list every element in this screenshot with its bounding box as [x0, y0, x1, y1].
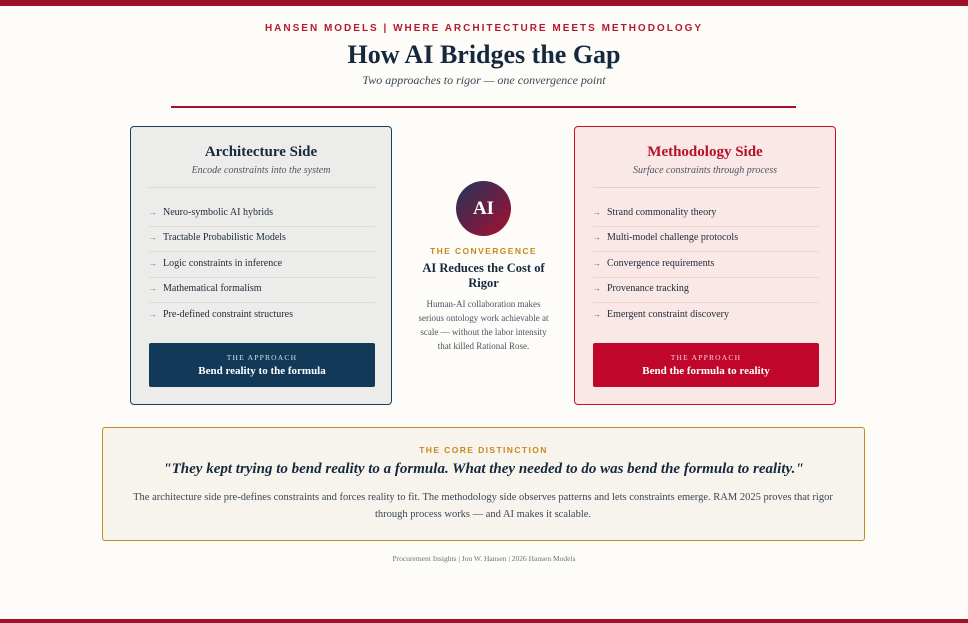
arrow-right-icon: → [593, 310, 601, 320]
methodology-panel [574, 126, 836, 405]
bottom-accent-bar [0, 619, 968, 623]
arrow-right-icon: → [149, 284, 157, 294]
arrow-right-icon: → [149, 258, 157, 268]
list-item [593, 278, 819, 304]
convergence-title: AI Reduces the Cost of Rigor [422, 261, 545, 290]
list-item-label: Neuro-symbolic AI hybrids [163, 206, 273, 218]
top-accent-bar [0, 0, 968, 6]
arrow-right-icon: → [593, 233, 601, 243]
list-item-label: Pre-defined constraint structures [163, 309, 293, 321]
header-divider [171, 106, 796, 108]
methodology-subtitle: Surface constraints through process [633, 165, 777, 176]
architecture-panel [130, 126, 392, 405]
footer-credit: Procurement Insights | Jon W. Hansen | 2026 Hansen Models [392, 554, 576, 563]
list-item [149, 201, 375, 227]
approach-label: THE APPROACH [670, 353, 742, 362]
approach-text: Bend reality to the formula [198, 365, 326, 377]
arrow-right-icon: → [593, 207, 601, 217]
list-item-label: Multi-model challenge protocols [607, 232, 739, 244]
arrow-right-icon: → [149, 310, 157, 320]
architecture-list [149, 201, 375, 329]
page-subtitle: Two approaches to rigor — one convergence point [362, 73, 606, 87]
arrow-right-icon: → [149, 233, 157, 243]
list-item-label: Emergent constraint discovery [607, 309, 730, 321]
list-item-label: Provenance tracking [607, 283, 689, 295]
page-title: How AI Bridges the Gap [347, 40, 621, 69]
arrow-right-icon: → [593, 258, 601, 268]
list-item [149, 303, 375, 329]
approach-text: Bend the formula to reality [642, 365, 770, 377]
list-item-label: Strand commonality theory [607, 206, 717, 218]
core-body: The architecture side pre-defines constraints and forces reality to fit. The methodology side observes patterns and lets constraints emerge. RAM 2025 proves that rigor through process works — and AI makes it scalable. [133, 492, 833, 520]
list-item-label: Mathematical formalism [163, 283, 262, 295]
list-item [149, 227, 375, 253]
methodology-title: Methodology Side [647, 144, 763, 160]
list-item [593, 252, 819, 278]
methodology-approach-box [593, 343, 819, 387]
list-item-label: Logic constraints in inference [163, 257, 283, 269]
panel-divider [149, 187, 375, 188]
ai-badge: AI [456, 181, 511, 236]
brand-eyebrow: HANSEN MODELS | WHERE ARCHITECTURE MEETS METHODOLOGY [264, 23, 704, 34]
core-quote: "They kept trying to bend reality to a formula. What they needed to do was bend the formula to reality." [163, 461, 804, 477]
core-distinction-box [102, 427, 865, 541]
architecture-title: Architecture Side [204, 144, 318, 160]
list-item [593, 227, 819, 253]
architecture-approach-box [149, 343, 375, 387]
convergence-description: Human-AI collaboration makes serious ontology work achievable at scale — without the labor intensity that killed Rational Rose. [418, 299, 549, 351]
list-item [149, 278, 375, 304]
approach-label: THE APPROACH [226, 353, 298, 362]
arrow-right-icon: → [149, 207, 157, 217]
list-item-label: Tractable Probabilistic Models [163, 232, 286, 244]
list-item [593, 201, 819, 227]
list-item-label: Convergence requirements [607, 257, 715, 269]
core-label: THE CORE DISTINCTION [419, 445, 548, 455]
arrow-right-icon: → [593, 284, 601, 294]
list-item [593, 303, 819, 329]
list-item [149, 252, 375, 278]
methodology-list [593, 201, 819, 329]
panel-divider [593, 187, 819, 188]
convergence-label: THE CONVERGENCE [430, 246, 537, 256]
architecture-subtitle: Encode constraints into the system [191, 165, 331, 176]
